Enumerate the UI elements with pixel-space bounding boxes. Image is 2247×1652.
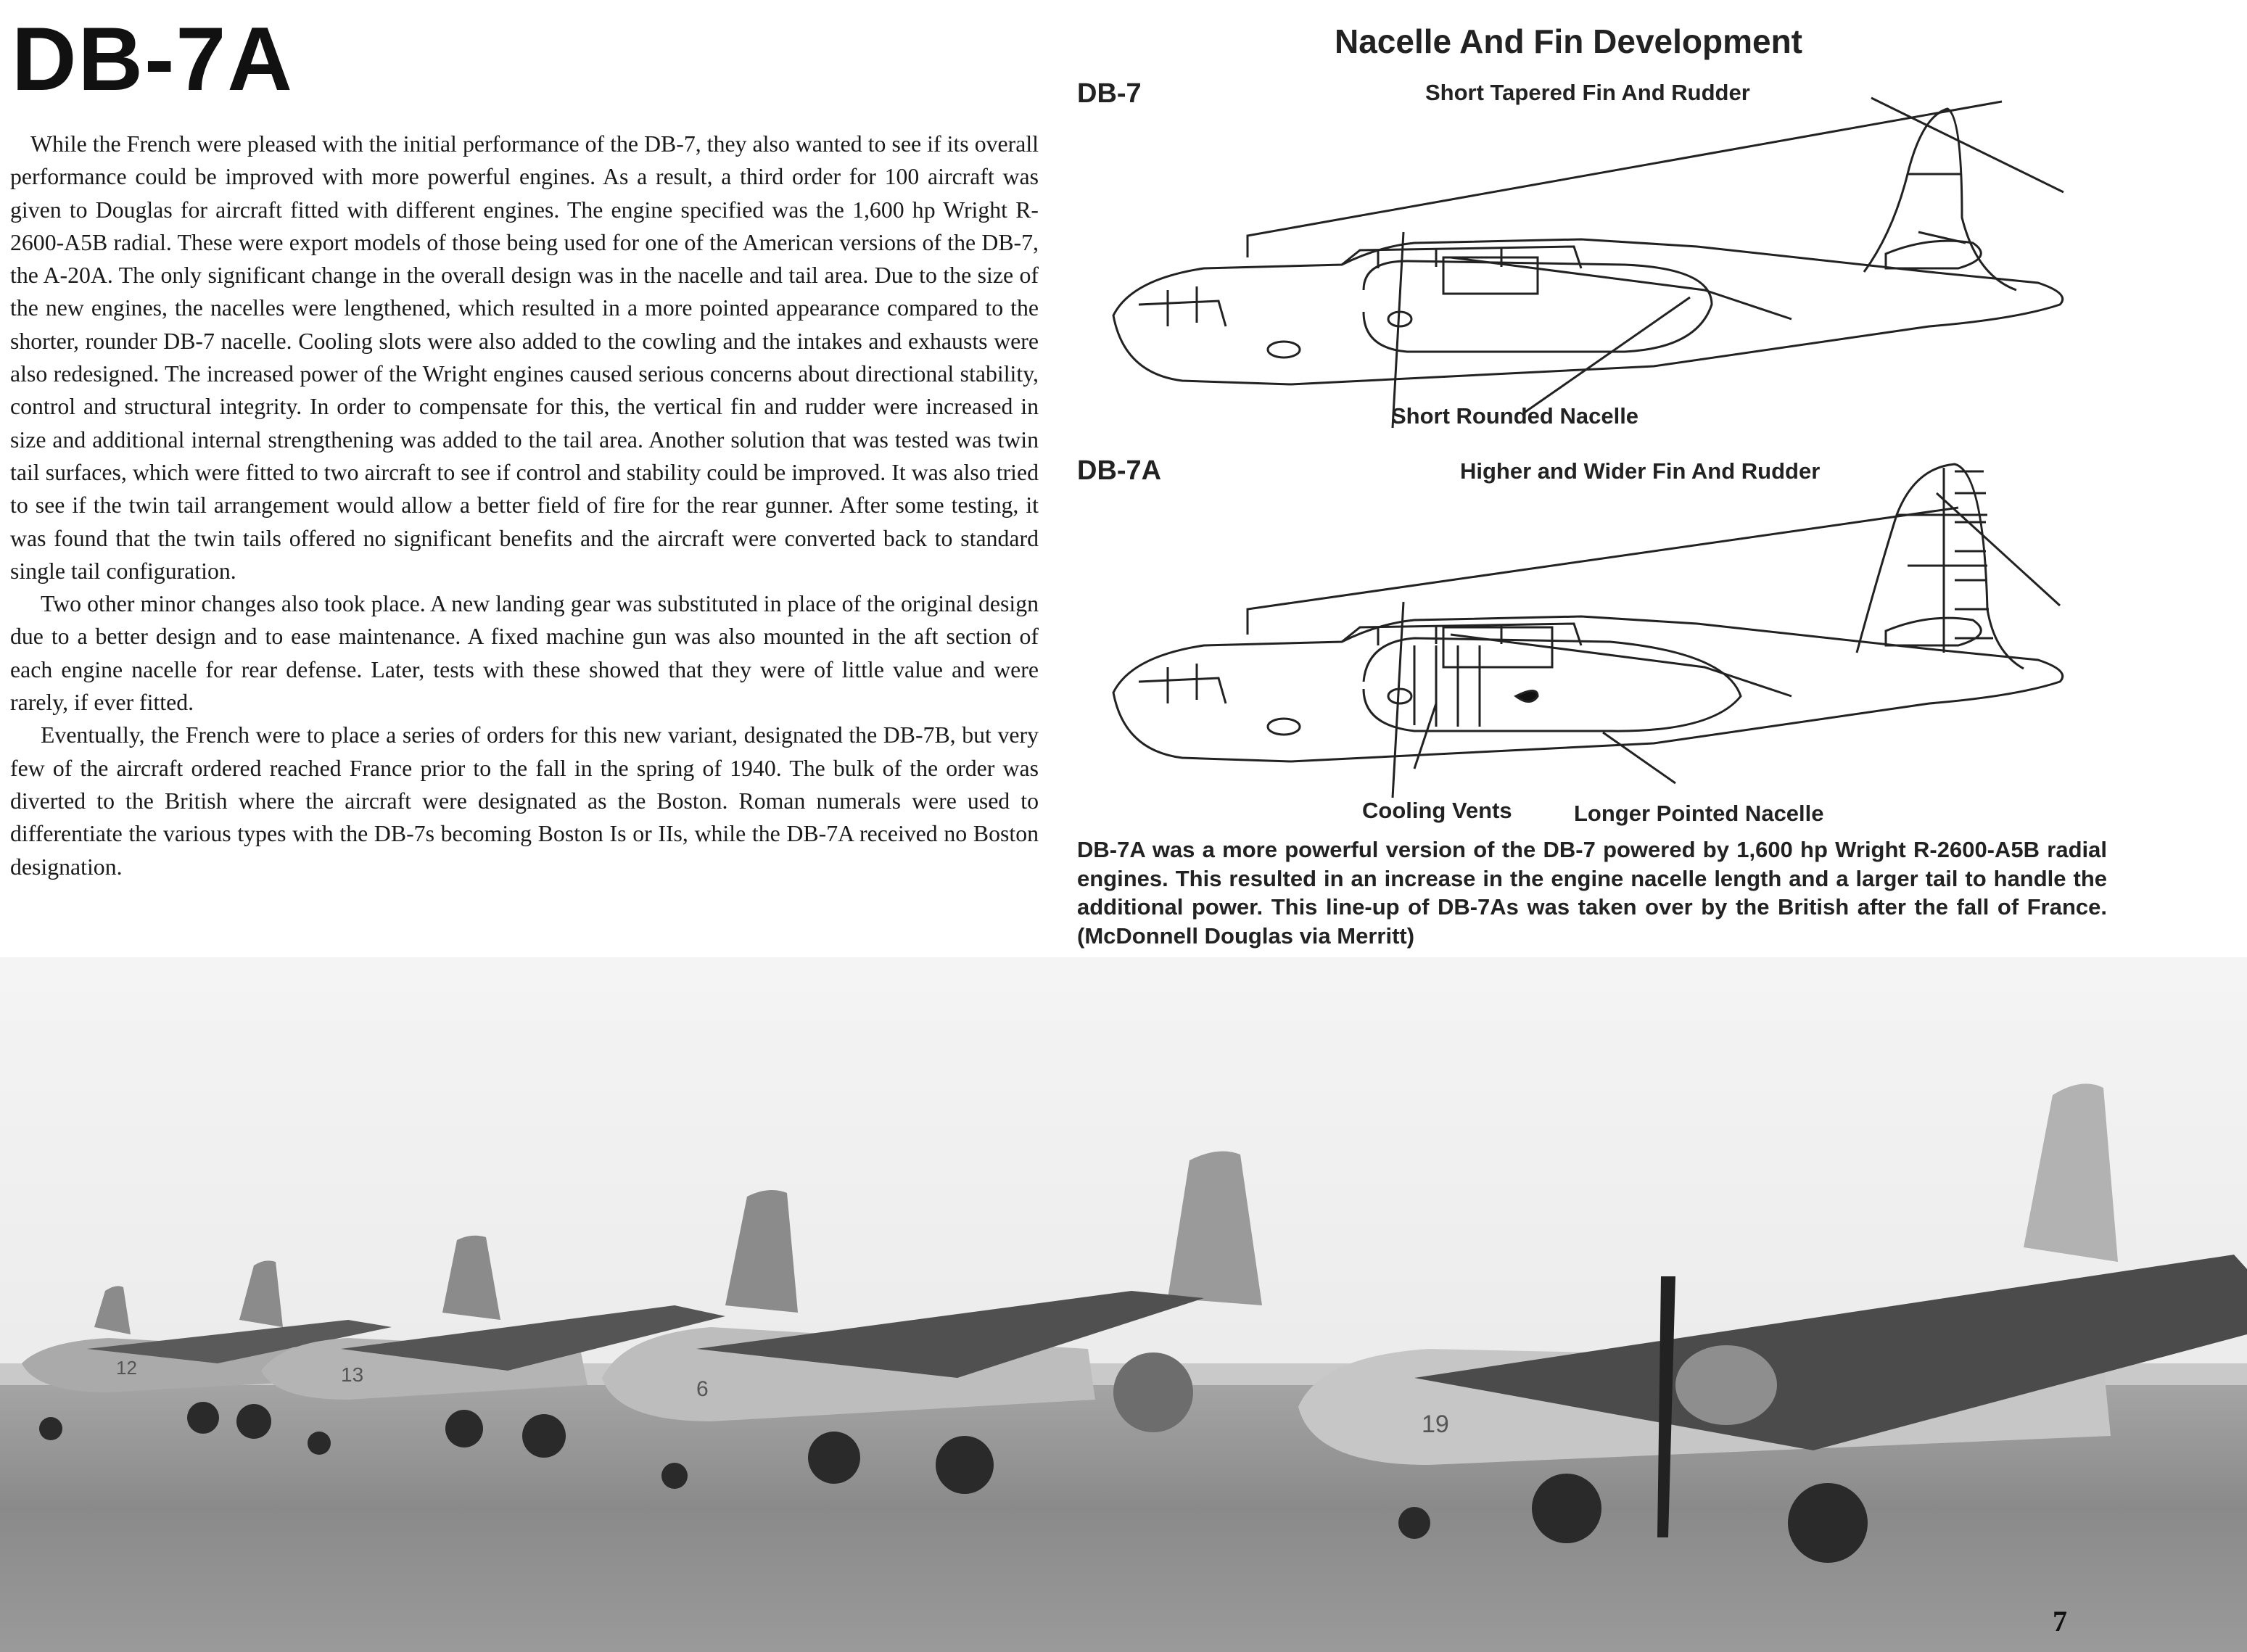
page-title: DB-7A: [12, 9, 294, 110]
article-paragraph: Two other minor changes also took place. A new landing gear was substituted in place of the original design due to a better design and to ease maintenance. A fixed machine gun was also mounted in the aft section of each engine nacelle for rear defense. Later, tests with these showed that they were of little value and were rarely, if ever fitted.: [10, 591, 1039, 716]
db7-profile-drawing: [1113, 98, 2063, 428]
aircraft-number: 6: [696, 1377, 709, 1401]
db7a-fin-note: Higher and Wider Fin And Rudder: [1460, 458, 1821, 484]
diagram-title: Nacelle And Fin Development: [1335, 22, 1802, 60]
photo-caption: DB-7A was a more powerful version of the DB-7 powered by 1,600 hp Wright R-2600-A5B radial engines. This resulted in an increase in the engine nacelle length and a larger tail to handle the additional power. This line-up of DB-7As was taken over by the British after the fall of France.(McDonnell Douglas via Merritt): [1077, 837, 2107, 949]
aircraft-number: 12: [116, 1357, 137, 1379]
page-number: 7: [2053, 1605, 2067, 1637]
article-paragraph: While the French were pleased with the initial performance of the DB-7, they also wanted to see if its overall performance could be improved with more powerful engines. As a result, a third order for 100 aircraft was given to Douglas for aircraft fitted with different engines. The engine specified was the 1,600 hp Wright R-2600-A5B radial. These were export models of those being used for one of the American versions of the DB-7, the A-20A. The only significant change in the overall design was in the nacelle and tail area. Due to the size of the new engines, the nacelles were lengthened, which resulted in a more pointed appearance compared to the shorter, rounder DB-7 nacelle. Cooling slots were also added to the cowling and the intakes and exhausts were also redesigned. The increased power of the Wright engines caused serious concerns about directional stability, control and structural integrity. In order to compensate for this, the vertical fin and rudder were increased in size and additional internal strengthening was added to the tail area. Another solution that was tested was twin tail surfaces, which were fitted to two aircraft to see if control and stability could be improved. It was also tried to see if the twin tail arrangement would allow a better field of fire for the rear gunner. After some testing, it was found that the twin tails offered no significant benefits and the aircraft were converted back to standard single tail configuration.: [10, 131, 1039, 584]
aircraft-lineup-photo: [0, 957, 2247, 1652]
db7a-nacelle-note: Longer Pointed Nacelle: [1574, 801, 1824, 826]
db7-nacelle-note: Short Rounded Nacelle: [1391, 403, 1639, 429]
aircraft-number: 13: [341, 1363, 364, 1386]
db7a-profile-drawing: [1113, 464, 2063, 798]
article-paragraph: Eventually, the French were to place a series of orders for this new variant, designated the DB-7B, but very few of the aircraft ordered reached France prior to the fall in the spring of 1940. The bulk of the order was diverted to the British where the aircraft were designated as the Boston. Roman numerals were used to differentiate the various types with the DB-7s becoming Boston Is or IIs, while the DB-7A received no Boston designation.: [10, 722, 1039, 880]
aircraft-number: 19: [1422, 1411, 1449, 1438]
db7-fin-note: Short Tapered Fin And Rudder: [1425, 80, 1750, 105]
article-body: [10, 128, 1039, 883]
db7a-label: DB-7A: [1077, 455, 1162, 486]
aircraft-profile-diagram: [1073, 87, 2089, 805]
db7-label: DB-7: [1077, 78, 1142, 109]
db7a-vents-note: Cooling Vents: [1362, 798, 1512, 823]
